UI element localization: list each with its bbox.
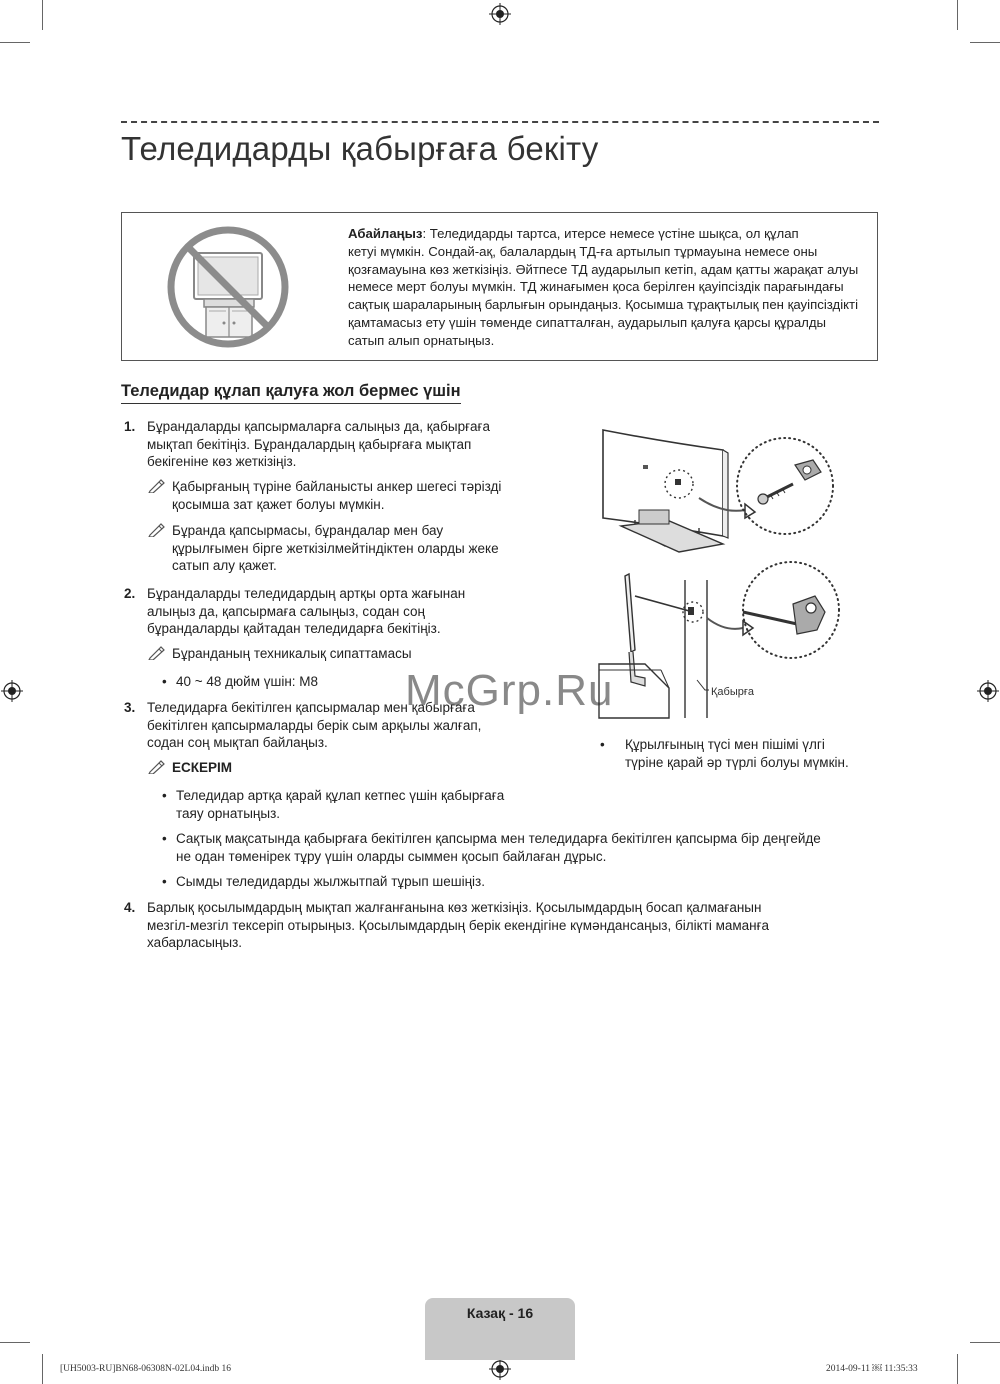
no-climbing-tv-icon [164,223,292,351]
registration-mark-icon [489,3,511,25]
step-number: 3. [124,700,136,715]
registration-mark-icon [489,1358,511,1380]
crop-mark [42,0,43,30]
step-2-note: Бұранданың техникалық сипаттамасы [172,646,412,661]
page-number-label: Казақ - 16 [466,1305,534,1321]
crop-mark [970,1342,1000,1343]
pencil-note-icon [148,523,166,537]
warning-label: Абайлаңыз [348,226,423,241]
section-title: Теледидар құлап қалуға жол бермес үшін [121,382,461,404]
title-dashed-rule [121,121,879,123]
crop-mark [957,1354,958,1384]
watermark-text: McGrp.Ru [405,666,614,715]
print-slug-right: 2014-09-11 ￼ 11:35:33 [826,1364,918,1374]
warning-text: Абайлаңыз: Теледидарды тартса, итерсе немесе үстіне шықса, ол құлап кетуі мүмкін. Сондай-ақ, балалардың ТД-ға артылып тұрмауына немесе оны қозғамауына көз жеткізіңіз. Әйтпесе ТД аударылып кетіп, адам қатты жарақат алуы немесе мерт болуы мүмкін. ТД жинағымен қоса берілген қауіпсіздік парағындағы сақтық шараларының барлығын орындаңыз. Қосымша тұрақтылық пен қауіпсіздікті қамтамасыз ету үшін төменде сипатталған, аударылып қалуға қарсы құралды сатып алып орнатыңыз. [348,226,859,348]
bullet-dot: • [162,874,167,889]
crop-mark [970,42,1000,43]
step-3-bullet-1: Теледидар артқа қарай құлап кетпес үшін қабырғаға таяу орнатыңыз. [176,788,505,821]
note-heading: ЕСКЕРІМ [172,760,232,775]
bullet-dot: • [162,674,167,689]
crop-mark [42,1354,43,1384]
step-1-note-2: Бұранда қапсырмасы, бұрандалар мен бау құрылғымен бірге жеткізілмейтіндіктен оларды жеке сатып алу қажет. [172,523,499,573]
step-4-text: Барлық қосылымдардың мықтап жалғанғанына көз жеткізіңіз. Қосылымдардың босап қалмағанын мезгіл-мезгіл тексеріп отырыңыз. Қосылымдардың берік екендігіне күмәндансаңыз, білікті маманға хабарласыңыз. [147,900,770,950]
crop-mark [957,0,958,30]
registration-mark-icon [1,680,23,702]
step-3-bullet-2: Сақтық мақсатында қабырғаға бекітілген қапсырма мен теледидарға бекітілген қапсырма бір деңгейде не одан төменірек тұру үшін оларды сыммен қосып байлаған дұрыс. [176,831,821,864]
step-number: 2. [124,586,136,601]
registration-mark-icon [977,680,999,702]
step-number: 4. [124,900,136,915]
pencil-note-icon [148,479,166,493]
step-2-text: Бұрандаларды теледидардың артқы орта жағынан алыңыз да, қапсырмаға салыңыз, содан соң бұрандаларды қайтадан теледидарға бекітіңіз. [147,586,466,636]
bullet-dot: • [600,737,605,752]
crop-mark [0,1342,30,1343]
step-1-text: Бұрандаларды қапсырмаларға салыңыз да, қабырғаға мықтап бекітіңіз. Бұрандалардың қабырғаға мықтап бекігеніне көз жеткізіңіз. [147,419,490,469]
print-slug-left: [UH5003-RU]BN68-06308N-02L04.indb 16 [60,1364,231,1374]
page-title: Теледидарды қабырғаға бекіту [121,130,599,167]
step-number: 1. [124,419,136,434]
step-3-bullet-3: Сымды теледидарды жылжытпай тұрып шешіңіз. [176,874,485,889]
figure-caption: Құрылғының түсі мен пішімі үлгі түріне қарай әр түрлі болуы мүмкін. [625,737,849,770]
pencil-note-icon [148,646,166,660]
tv-rear-bracket-illustration [595,420,875,560]
step-3-text: Теледидарға бекітілген қапсырмалар мен қабырғаға бекітілген қапсырмаларды берік сым арқылы жалғап, содан соң мықтап байлаңыз. [147,700,482,750]
bullet-dot: • [162,831,167,846]
crop-mark [0,42,30,43]
step-1-note-1: Қабырғаның түріне байланысты анкер шегесі тәрізді қосымша зат қажет болуы мүмкін. [172,479,502,512]
pencil-note-icon [148,760,166,774]
step-2-spec: 40 ~ 48 дюйм үшін: M8 [176,674,319,689]
bullet-dot: • [162,788,167,803]
wall-label: Қабырға [711,686,754,698]
